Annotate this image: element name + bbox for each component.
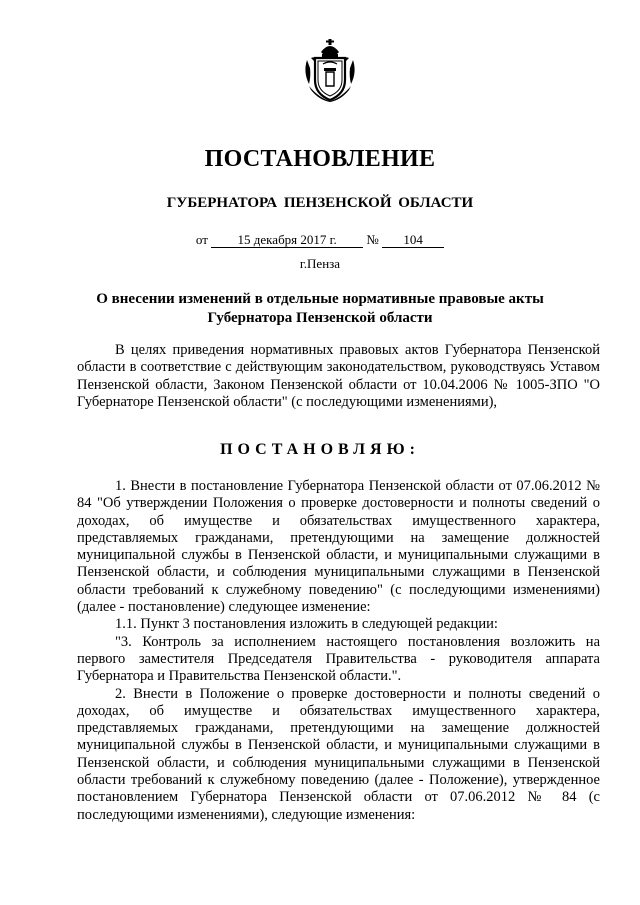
preamble-block: [77, 342, 600, 411]
heading-line-1: О внесении изменений в отдельные нормативные правовые акты: [96, 291, 544, 307]
document-title: ПОСТАНОВЛЕНИЕ: [204, 146, 436, 172]
document-date: 15 декабря 2017 г.: [211, 233, 363, 248]
resolution-items: [77, 478, 600, 824]
paragraph-item-quote: "3. Контроль за исполнением настоящего постановления возложить на первого заместителя Председателя Правительства - руководителя аппарата Губернатора и Правительства Пензенской области.".: [77, 633, 600, 685]
preamble-paragraph: В целях приведения нормативных правовых актов Губернатора Пензенской области в соответствие с действующим законодательством, руководствуясь Уставом Пензенской области, Законом Пензенской области от 10.04.2006 № 1005-ЗПО "О Губернаторе Пензенской области" (с последующими изменениями),: [77, 342, 600, 410]
date-number-line: [0, 232, 640, 248]
paragraph-item-1-1: 1.1. Пункт 3 постановления изложить в следующей редакции:: [115, 616, 498, 633]
date-prefix: от: [195, 232, 208, 247]
document-heading: [0, 290, 640, 328]
paragraph-item-2: 2. Внести в Положение о проверке достоверности и полноты сведений о доходах, об имуществе и обязательствах имущественного характера, представляемых гражданами, претендующими на замещение должностей муниципальной службы в Пензенской области, и муниципальными служащими в Пензенской области, и соблюдения муниципальными служащими в Пензенской области требований к служебному поведению (далее - Положение), утвержденное постановлением Губернатора Пензенской области от 07.06.2012 № 84 (с последующими изменениями), следующие изменения:: [77, 685, 600, 823]
heading-line-2: Губернатора Пензенской области: [207, 310, 433, 326]
paragraph-item-1: 1. Внести в постановление Губернатора Пензенской области от 07.06.2012 № 84 "Об утверждении Положения о проверке достоверности и полноты сведений о доходах, об имуществе и обязательствах имущественного характера, представляемых гражданами, претендующими на замещение должностей муниципальной службы в Пензенской области, и муниципальными служащими в Пензенской области, и соблюдения муниципальными служащими в Пензенской области требований к служебному поведению" (с последующими изменениями) (далее - постановление) следующее изменение:: [77, 478, 600, 616]
resolve-heading: ПОСТАНОВЛЯЮ:: [220, 441, 420, 458]
number-prefix: №: [366, 232, 379, 247]
coat-of-arms-emblem: [301, 38, 359, 102]
issuing-authority: ГУБЕРНАТОРА ПЕНЗЕНСКОЙ ОБЛАСТИ: [166, 195, 474, 211]
document-number: 104: [382, 233, 444, 248]
city-label: г.Пенза: [299, 256, 341, 271]
